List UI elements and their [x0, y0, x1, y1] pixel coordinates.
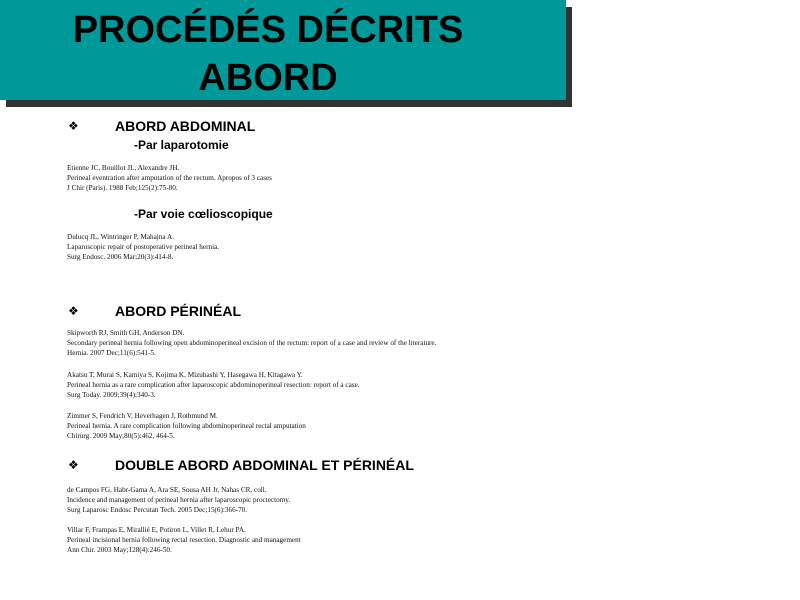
reference-title: Perineal hernia. A rare complication following abdominoperineal rectal amputation	[67, 422, 306, 430]
reference-authors: Skipworth RJ, Smith GH, Anderson DN.	[67, 329, 185, 337]
reference-entry	[67, 370, 360, 400]
reference-source: Surg Laparosc Endosc Percutan Tech. 2005 Dec;15(6):366-70.	[67, 506, 248, 514]
reference-entry	[67, 232, 219, 262]
reference-source: Hernia. 2007 Dec;11(6):541-5.	[67, 349, 156, 357]
page-title-line-1: PROCÉDÉS DÉCRITS	[72, 9, 464, 51]
reference-authors: Akatsu T, Murai S, Kamiya S, Kojima K, Mizuhashi Y, Hasegawa H, Kitagawa Y.	[67, 371, 303, 379]
reference-entry	[67, 485, 290, 515]
reference-title: Laparoscopic repair of postoperative perineal hernia.	[67, 243, 220, 251]
reference-title: Perineal hernia as a rare complication after laparoscopic abdominoperineal resection: report of a case.	[67, 381, 360, 389]
section-heading-perineal: ABORD PÉRINÉAL	[115, 303, 242, 319]
bullet-icon: ❖	[68, 119, 79, 133]
reference-source: Surg Endosc. 2006 Mar;20(3):414-8.	[67, 253, 174, 261]
reference-entry	[67, 328, 436, 358]
bullet-icon: ❖	[68, 458, 79, 472]
reference-authors: Etienne JC, Bouillot JL, Alexandre JH.	[67, 164, 180, 172]
subsection-label-laparotomie: -Par laparotomie	[134, 138, 229, 152]
reference-authors: Villar F, Frampas E, Mirallié E, Potiron L, Villet R, Lehur PA.	[67, 526, 246, 534]
reference-authors: de Campos FG, Habr-Gama A, Ara SE, Sousa AH Jr, Nahas CR, coll.	[67, 486, 267, 494]
reference-title: Perineal eventration after amputation of the rectum. Apropos of 3 cases	[67, 174, 272, 182]
reference-entry	[67, 411, 306, 441]
section-heading-double-abord: DOUBLE ABORD ABDOMINAL ET PÉRINÉAL	[115, 457, 414, 473]
reference-authors: Dulucq JL, Wintringer P, Mahajna A.	[67, 233, 174, 241]
bullet-icon: ❖	[68, 304, 79, 318]
reference-source: Ann Chir. 2003 May;128(4):246-50.	[67, 546, 172, 554]
reference-source: Chirurg. 2009 May;80(5):462, 464-5.	[67, 432, 175, 440]
reference-title: Incidence and management of perineal hernia after laparoscopic proctectomy.	[67, 496, 291, 504]
reference-entry	[67, 525, 301, 555]
reference-title: Secondary perineal hernia following open abdominoperineal excision of the rectum: report of a case and review of the literature.	[67, 339, 437, 347]
reference-authors: Zimmer S, Fendrich V, Heverhagen J, Rothmund M.	[67, 412, 218, 420]
section-heading-abdominal: ABORD ABDOMINAL	[115, 118, 256, 134]
page-title-line-2: ABORD	[198, 57, 338, 99]
reference-source: Surg Today. 2009;39(4):340-3.	[67, 391, 156, 399]
reference-entry	[67, 163, 272, 193]
reference-source: J Chir (Paris). 1988 Feb;125(2):75-80.	[67, 184, 178, 192]
title-banner	[0, 0, 566, 100]
subsection-label-coelioscopique: -Par voie cœlioscopique	[134, 207, 273, 221]
reference-title: Perineal incisional hernia following rectal resection. Diagnostic and management	[67, 536, 301, 544]
